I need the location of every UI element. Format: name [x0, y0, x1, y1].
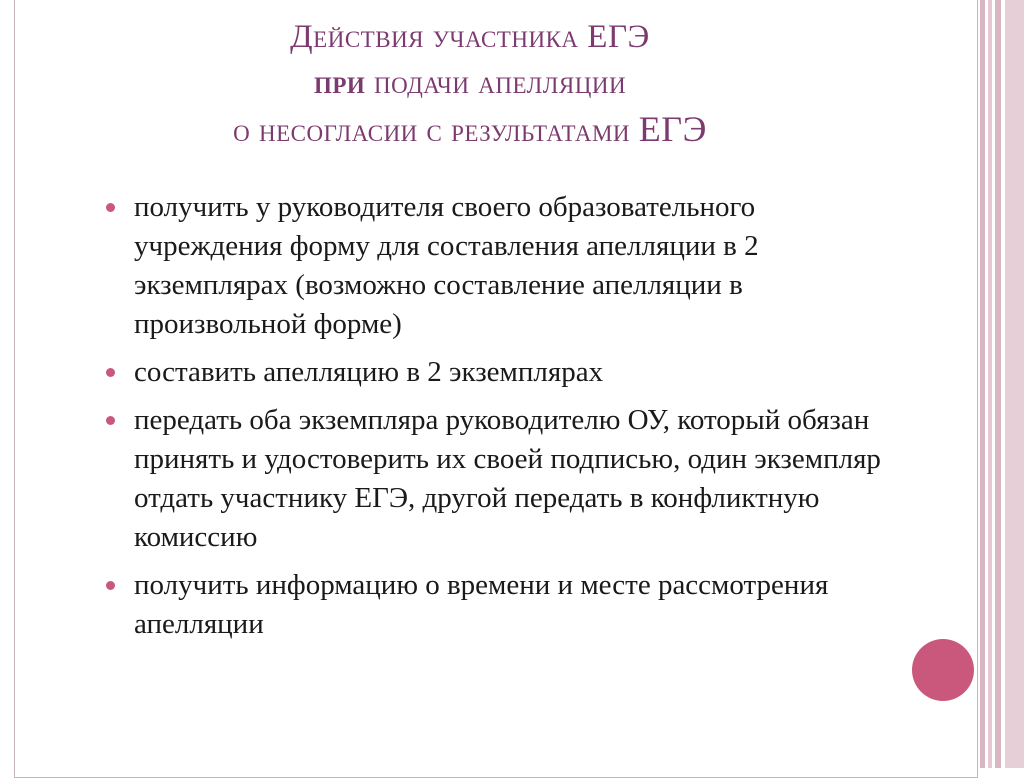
list-item: [104, 188, 894, 344]
bullet-icon: [106, 368, 115, 377]
bullet-text: получить у руководителя своего образовательного учреждения форму для составления апелляции в 2 экземплярах (возможно составление апелляции в произвольной форме): [134, 191, 759, 340]
title-line-3-rest: о несогласии с результатами: [233, 113, 639, 149]
bullet-icon: [106, 203, 115, 212]
bullet-icon: [106, 416, 115, 425]
title-line-3: [120, 106, 820, 154]
title-line-2: [120, 60, 820, 106]
decorative-circle-icon: [912, 639, 974, 701]
title-line-2-bold: при: [313, 65, 366, 101]
list-item: [104, 401, 894, 557]
bullet-icon: [106, 581, 115, 590]
title-line-1: Действия участника ЕГЭ: [290, 19, 650, 55]
decorative-stripes: [978, 0, 1024, 768]
title-line-3-big: ЕГЭ: [638, 109, 707, 149]
bullet-text: получить информацию о времени и месте рассмотрения апелляции: [134, 569, 829, 640]
bullet-text: передать оба экземпляра руководителю ОУ, который обязан принять и удостоверить их своей подписью, один экземпляр отдать участнику ЕГЭ, другой передать в конфликтную комиссию: [134, 404, 881, 553]
slide-content: [104, 188, 894, 653]
bullet-text: составить апелляцию в 2 экземплярах: [134, 356, 604, 388]
bullet-list: [104, 188, 894, 644]
slide-title: [120, 14, 820, 154]
list-item: [104, 566, 894, 644]
title-line-2-rest: подачи апелляции: [365, 65, 627, 101]
list-item: [104, 353, 894, 392]
